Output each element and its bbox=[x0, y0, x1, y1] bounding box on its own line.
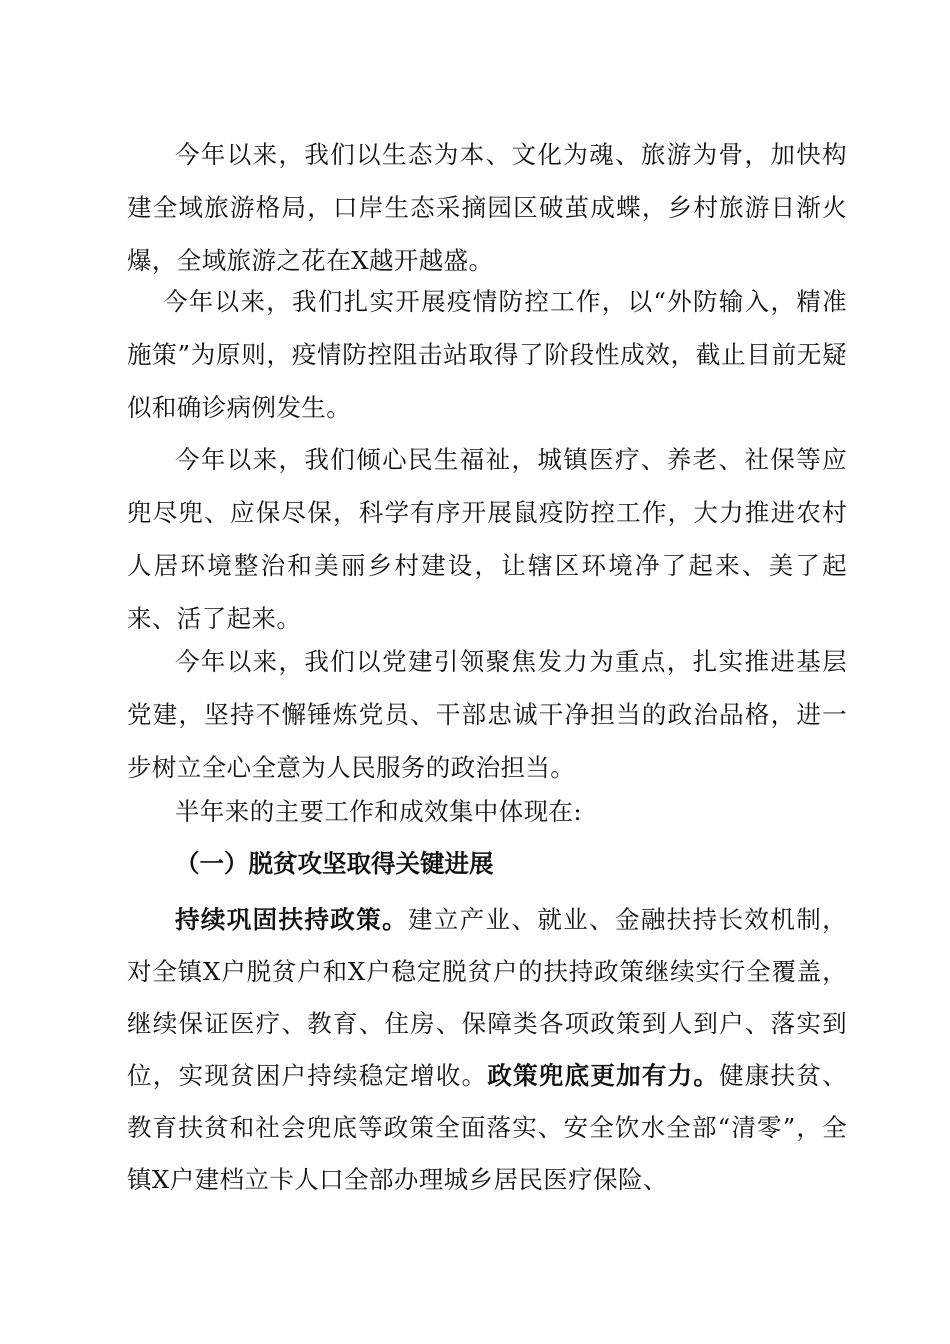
paragraph-summary-intro: 半年来的主要工作和成效集中体现在: bbox=[175, 797, 583, 826]
paragraph-poverty-alleviation bbox=[127, 894, 847, 1206]
paragraph-tourism: 今年以来，我们以生态为本、文化为魂、旅游为骨，加快构建全域旅游格局，口岸生态采摘园区破茧成蝶，乡村旅游日渐火爆，全域旅游之花在X越开越盛。 bbox=[127, 140, 847, 275]
paragraph-epidemic-control: 今年以来，我们扎实开展疫情防控工作，以“外防输入，精准施策”为原则，疫情防控阻击站取得了阶段性成效，截止目前无疑似和确诊病例发生。 bbox=[127, 287, 847, 422]
body-text-b: 健康扶贫、教育扶贫和社会兜底等政策全面落实、安全饮水全部“清零”，全镇X户建档立卡人口全部办理城乡居民医疗保险、 bbox=[127, 1061, 847, 1194]
section-heading: （一）脱贫攻坚取得关键进展 bbox=[175, 849, 494, 878]
paragraph-livelihood: 今年以来，我们倾心民生福祉，城镇医疗、养老、社保等应兜尽兜、应保尽保，科学有序开展鼠疫防控工作，大力推进农村人居环境整治和美丽乡村建设，让辖区环境净了起来、美了起来、活了起来。 bbox=[127, 445, 847, 633]
body-text-a: 建立产业、就业、金融扶持长效机制，对全镇X户脱贫户和X户稳定脱贫户的扶持政策继续实行全覆盖，继续保证医疗、教育、住房、保障类各项政策到人到户、落实到位，实现贫困户持续稳定增收。 bbox=[127, 905, 847, 1090]
bold-lead-phrase: 持续巩固扶持政策。 bbox=[175, 905, 408, 934]
bold-mid-phrase: 政策兜底更加有力。 bbox=[487, 1061, 720, 1090]
paragraph-party-building: 今年以来，我们以党建引领聚焦发力为重点，扎实推进基层党建，坚持不懈锤炼党员、干部忠诚干净担当的政治品格，进一步树立全心全意为人民服务的政治担当。 bbox=[127, 647, 847, 782]
